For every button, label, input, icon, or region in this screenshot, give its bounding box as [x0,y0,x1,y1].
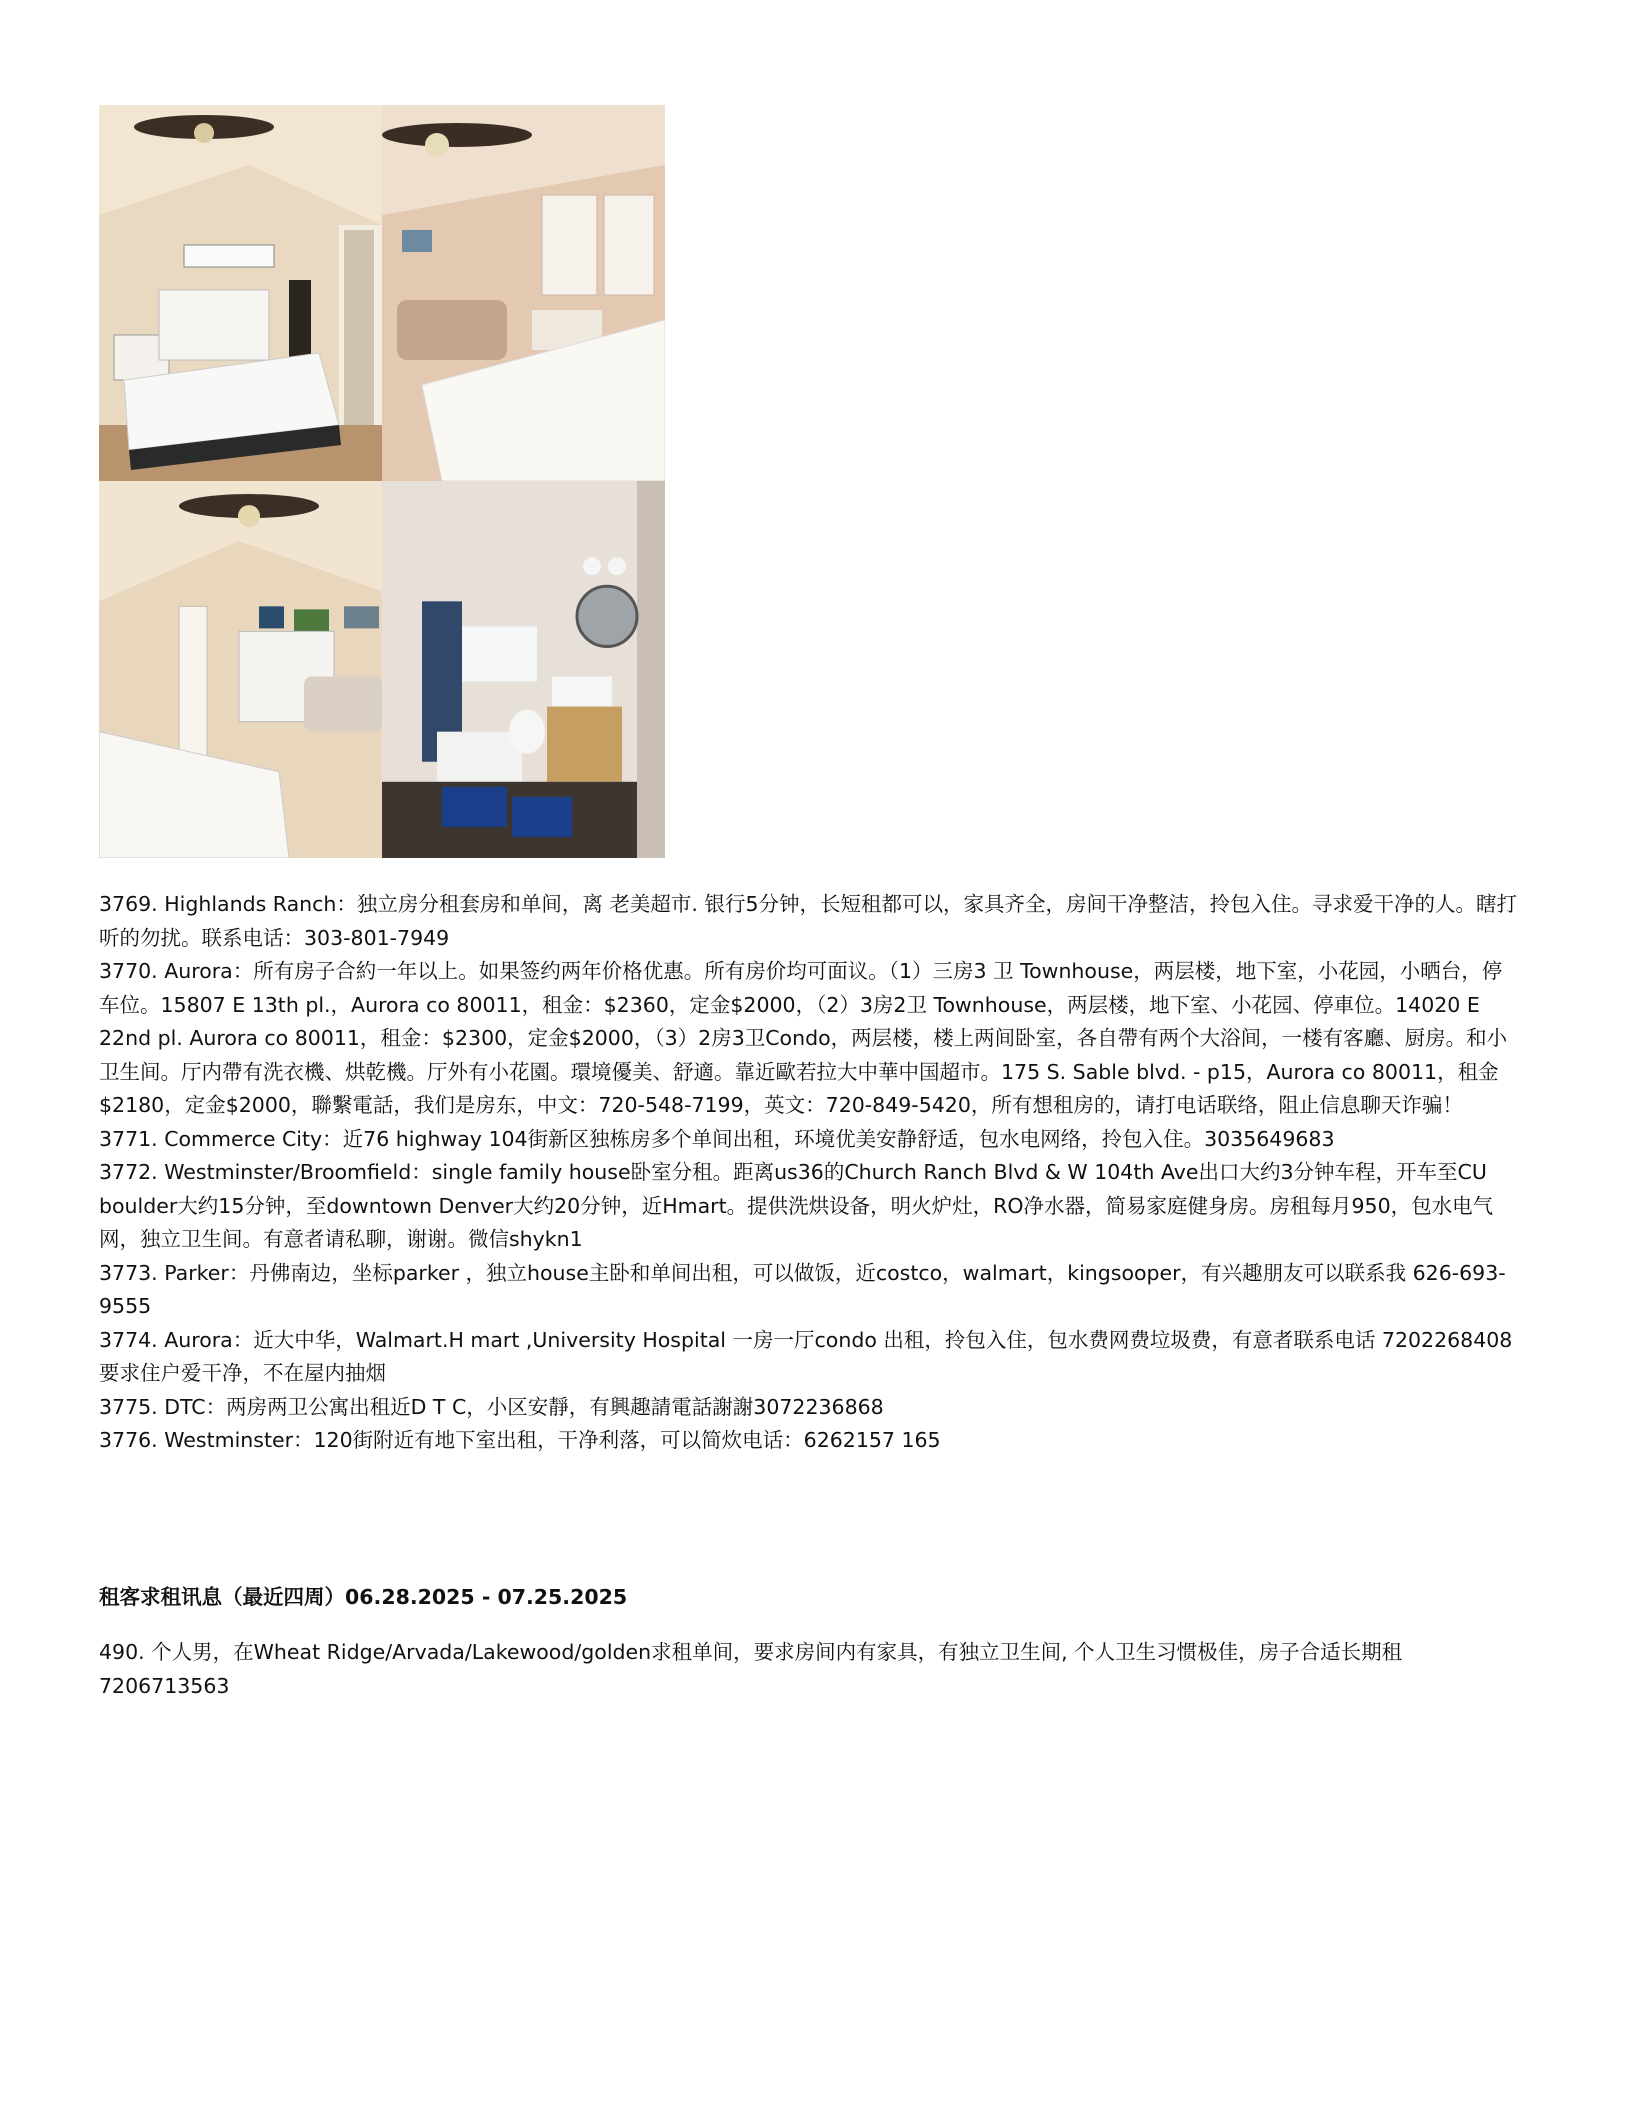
listing-3774: 3774. Aurora：近大中华，Walmart.H mart ,University Hospital 一房一厅condo 出租，拎包入住，包水费网费垃圾费，有意者联系电话 7202268408要求住户爱干净，不在屋内抽烟 [99,1327,1513,1385]
listing-3773: 3773. Parker：丹佛南边，坐标parker ，独立house主卧和单间出租，可以做饭，近costco，walmart，kingsooper，有兴趣朋友可以联系我 626-693-9555 [99,1260,1506,1318]
bathroom-photo [382,481,665,858]
listing-3771: 3771. Commerce City：近76 highway 104街新区独栋房多个单间出租，环境优美安静舒适，包水电网络，拎包入住。3035649683 [99,1126,1335,1151]
listing-3776: 3776. Westminster：120街附近有地下室出租，干净利落，可以简炊电话：6262157 165 [99,1428,941,1452]
request-490: 490. 个人男，在Wheat Ridge/Arvada/Lakewood/golden求租单间，要求房间内有家具，有独立卫生间, 个人卫生习惯极佳，房子合适长期租 7206713563 [99,1640,1403,1698]
listing-3775: 3775. DTC：两房两卫公寓出租近D T C，小区安靜，有興趣請電話謝謝3072236868 [99,1394,884,1419]
tenant-requests [99,1636,1519,1703]
room-photo-collage [99,105,665,858]
section-heading: 租客求租讯息（最近四周）06.28.2025 - 07.25.2025 [99,1585,628,1609]
listing-3770: 3770. Aurora：所有房子合約一年以上。如果签约两年价格优惠。所有房价均可面议。（1）三房3 卫 Townhouse，两层楼，地下室，小花园，小晒台，停车位。15807 E 13th pl.，Aurora co 80011，租金：$2360，定金$2000，（2）3房2卫 Townhouse，两层楼，地下室、小花园、停車位。14020 E 22nd pl. Aurora co 80011，租金：$2300，定金$2000，（3）2房3卫Condo，两层楼，楼上两间卧室，各自帶有两个大浴间，一楼有客廳、厨房。和小卫生间。厅内帶有洗衣機、烘乾機。厅外有小花園。環境優美、舒適。靠近歐若拉大中華中国超市。175 S. Sable blvd. - p15，Aurora co 80011，租金$2180，定金$2000，聯繫電話，我们是房东，中文：720-548-7199，英文：720-849-5420，所有想租房的，请打电话联络，阻止信息聊天诈骗！ [99,959,1508,1117]
rental-listings [99,888,1519,1458]
bedroom-photo-3 [99,481,382,858]
listing-3769: 3769. Highlands Ranch：独立房分租套房和单间，离 老美超市. 银行5分钟，长短租都可以，家具齐全，房间干净整洁，拎包入住。寻求爱干净的人。瞎打听的勿扰。联系电话：303-801-7949 [99,892,1517,950]
bedroom-photo-2 [382,105,665,481]
listing-3772: 3772. Westminster/Broomfield：single family house卧室分租。距离us36的Church Ranch Blvd & W 104th Ave出口大约3分钟车程，开车至CU boulder大约15分钟，至downtown Denver大约20分钟，近Hmart。提供洗烘设备，明火炉灶，RO净水器，简易家庭健身房。房租每月950，包水电气网，独立卫生间。有意者请私聊，谢谢。微信shykn1 [99,1160,1494,1251]
bedroom-photo-1 [99,105,382,481]
